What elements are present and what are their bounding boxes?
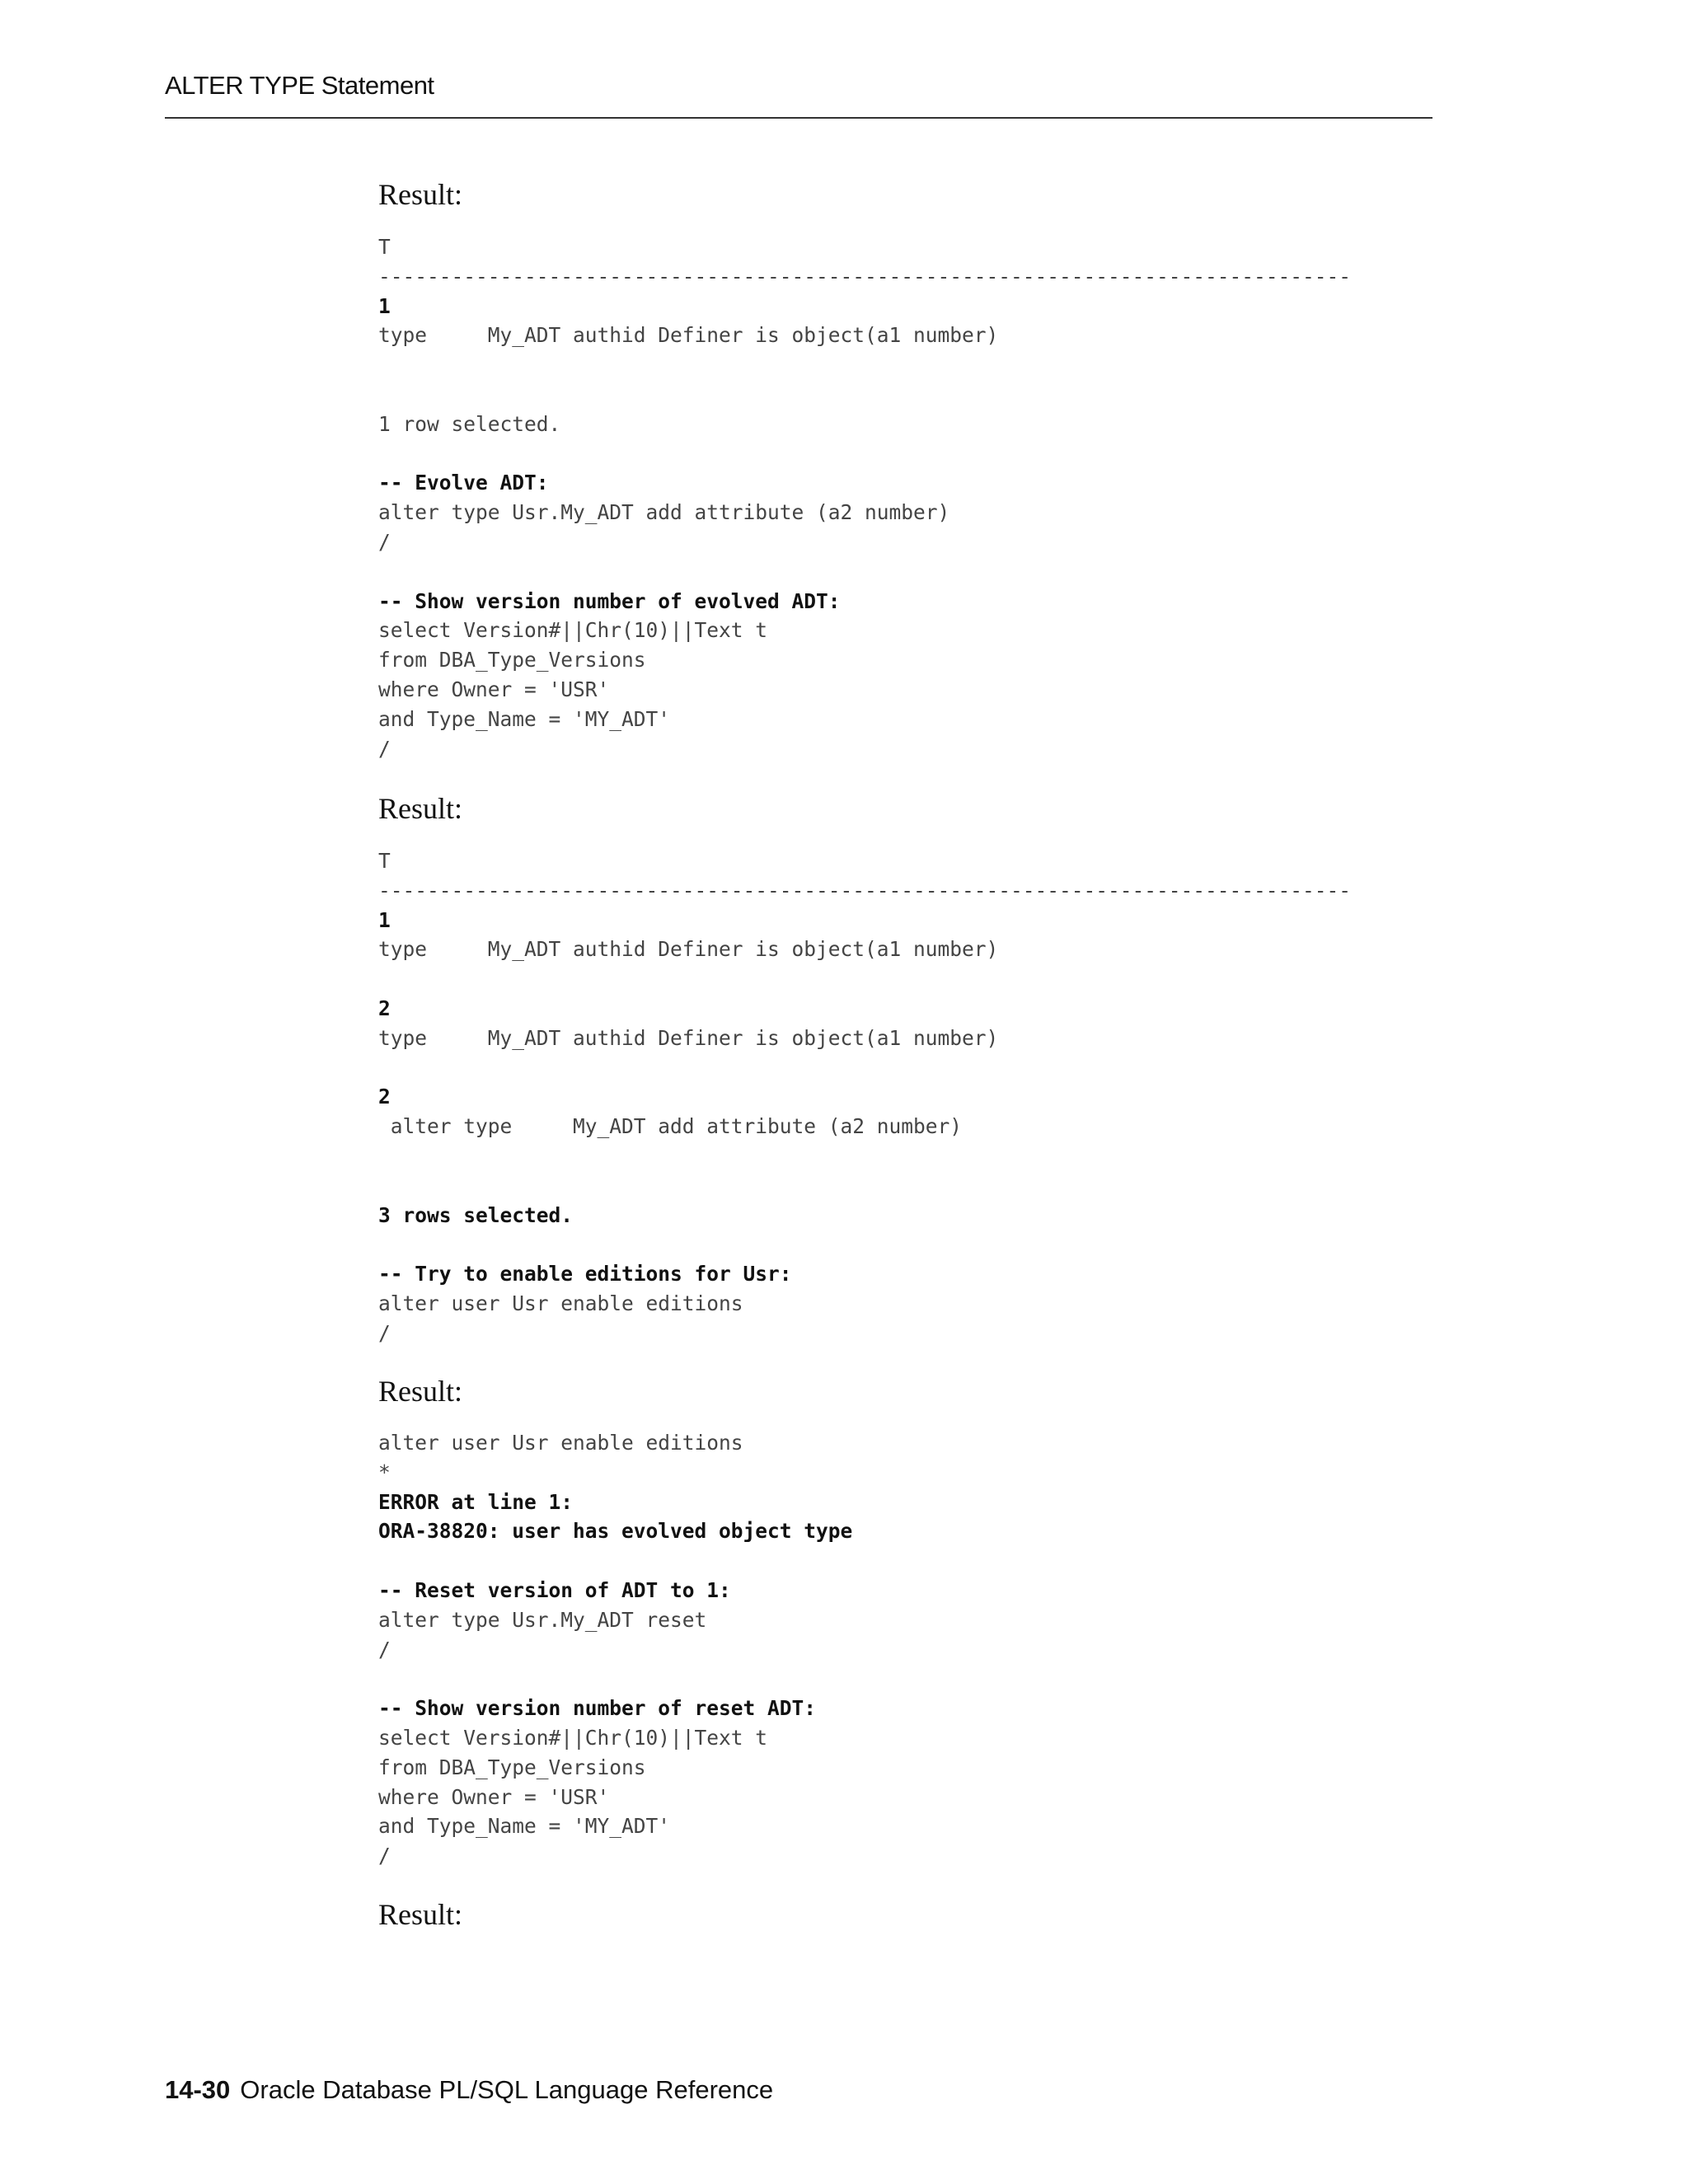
code-line: alter user Usr enable editions xyxy=(378,1431,743,1455)
code-line: where Owner = 'USR' xyxy=(378,1784,610,1809)
code-line: -- Show version number of evolved ADT: xyxy=(378,588,841,613)
code-line xyxy=(378,380,1351,410)
code-line: and Type_Name = 'MY_ADT' xyxy=(378,1814,671,1839)
code-line: / xyxy=(378,1637,391,1661)
code-line: -- Reset version of ADT to 1: xyxy=(378,1577,731,1602)
code-line: ORA-38820: user has evolved object type xyxy=(378,1519,853,1544)
book-title: Oracle Database PL/SQL Language Reference xyxy=(240,2075,774,2104)
code-line: 1 xyxy=(378,907,391,932)
code-line xyxy=(378,1171,1351,1201)
code-block-1 xyxy=(378,232,1351,763)
code-line xyxy=(378,1141,1351,1171)
result-label-3: Result: xyxy=(378,1375,463,1408)
page-footer xyxy=(165,2075,773,2105)
code-line: alter type Usr.My_ADT add attribute (a2 number) xyxy=(378,500,950,525)
code-line: / xyxy=(378,1844,391,1868)
code-line: 1 xyxy=(378,293,391,318)
code-line: T xyxy=(378,849,391,873)
code-line: * xyxy=(378,1460,391,1484)
code-line xyxy=(378,439,1351,469)
code-line: select Version#||Chr(10)||Text t xyxy=(378,618,768,643)
code-line: 3 rows selected. xyxy=(378,1202,574,1227)
code-line xyxy=(378,1053,1351,1083)
header-rule xyxy=(165,117,1432,119)
code-line: / xyxy=(378,736,391,761)
code-line xyxy=(378,964,1351,994)
code-line xyxy=(378,557,1351,587)
page-number: 14-30 xyxy=(165,2075,231,2104)
code-line: type My_ADT authid Definer is object(a1 number) xyxy=(378,1025,999,1050)
code-line: from DBA_Type_Versions xyxy=(378,648,646,673)
result-label-1: Result: xyxy=(378,178,463,211)
code-line: select Version#||Chr(10)||Text t xyxy=(378,1725,768,1750)
code-line: where Owner = 'USR' xyxy=(378,677,610,701)
code-block-3 xyxy=(378,1428,852,1871)
code-line xyxy=(378,350,1351,380)
code-line: and Type_Name = 'MY_ADT' xyxy=(378,706,671,731)
result-label-2: Result: xyxy=(378,792,463,825)
code-line: alter type My_ADT add attribute (a2 number) xyxy=(378,1114,963,1139)
code-line: 1 row selected. xyxy=(378,411,561,436)
code-line: 2 xyxy=(378,1085,391,1109)
code-line: -------------------------------------------------------------------------------- xyxy=(378,264,1352,288)
code-line: -- Show version number of reset ADT: xyxy=(378,1696,817,1721)
code-line: alter type Usr.My_ADT reset xyxy=(378,1607,707,1632)
running-header: ALTER TYPE Statement xyxy=(165,71,434,100)
code-line: from DBA_Type_Versions xyxy=(378,1755,646,1779)
code-line: T xyxy=(378,235,391,259)
code-block-2 xyxy=(378,846,1351,1348)
code-line: -- Try to enable editions for Usr: xyxy=(378,1262,792,1286)
code-line: 2 xyxy=(378,996,391,1020)
code-line: -- Evolve ADT: xyxy=(378,471,549,495)
code-line: alter user Usr enable editions xyxy=(378,1291,743,1315)
code-line xyxy=(378,1230,1351,1259)
code-line: type My_ADT authid Definer is object(a1 number) xyxy=(378,323,999,348)
code-line: / xyxy=(378,529,391,554)
code-line xyxy=(378,1664,852,1694)
code-line: / xyxy=(378,1320,391,1345)
code-line: -------------------------------------------------------------------------------- xyxy=(378,878,1352,902)
code-line: ERROR at line 1: xyxy=(378,1489,574,1514)
result-label-4: Result: xyxy=(378,1898,463,1931)
code-line xyxy=(378,1546,852,1576)
code-line: type My_ADT authid Definer is object(a1 number) xyxy=(378,937,999,962)
